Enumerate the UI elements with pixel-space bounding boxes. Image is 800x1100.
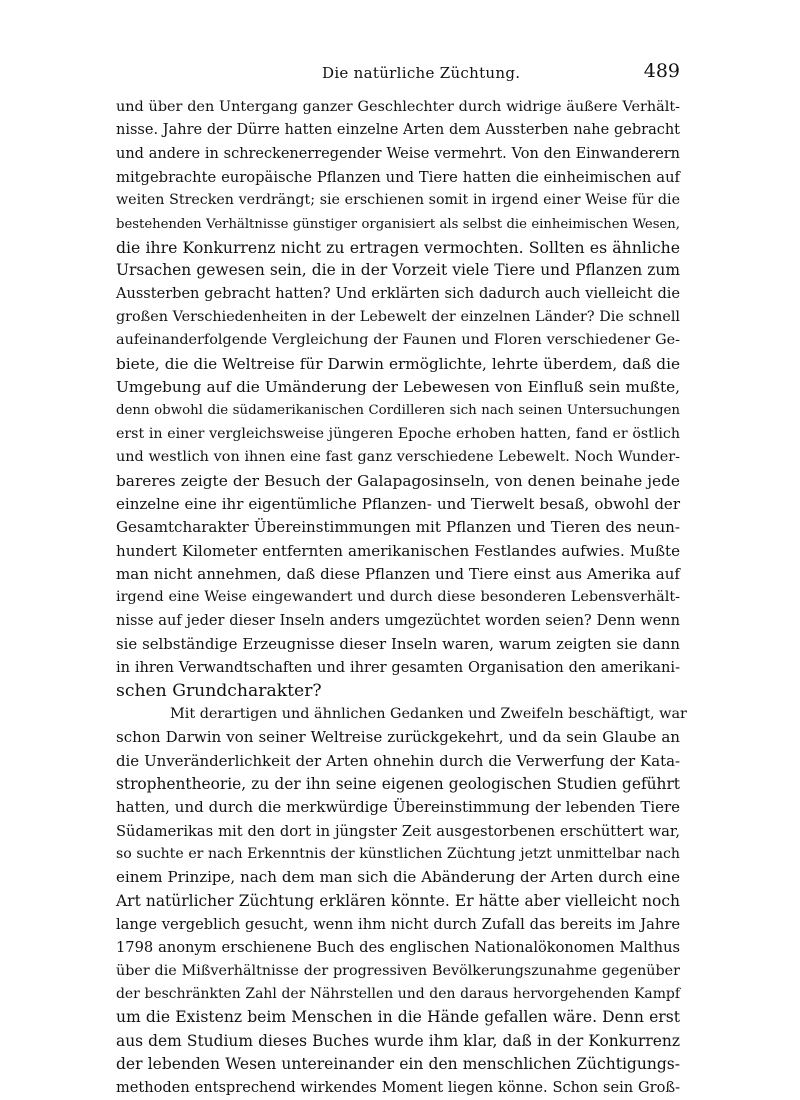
text-line: irgend eine Weise eingewandert und durch diese besonderen Lebensverhält-	[116, 589, 680, 606]
text-line: weiten Strecken verdrängt; sie erschienen somit in irgend einer Weise für die	[116, 192, 680, 209]
text-line: um die Existenz beim Menschen in die Hände gefallen wäre. Denn erst	[116, 1008, 680, 1027]
text-line: und über den Untergang ganzer Geschlechter durch widrige äußere Verhält-	[116, 99, 680, 115]
text-body	[116, 96, 687, 1100]
text-line: der beschränkten Zahl der Nährstellen und den daraus hervorgehenden Kampf	[116, 986, 680, 1003]
text-line: hatten, und durch die merkwürdige Übereinstimmung der lebenden Tiere	[116, 798, 680, 817]
text-line: die Unveränderlichkeit der Arten ohnehin durch die Verwerfung der Kata-	[116, 751, 680, 770]
text-line: schon Darwin von seiner Weltreise zurückgekehrt, und da sein Glaube an	[116, 728, 680, 747]
text-line: denn obwohl die südamerikanischen Cordilleren sich nach seinen Untersuchungen	[116, 403, 680, 419]
text-line: methoden entsprechend wirkendes Moment liegen könne. Schon sein Groß-	[116, 1079, 680, 1097]
text-line: großen Verschiedenheiten in der Lebewelt der einzelnen Länder? Die schnell	[116, 309, 680, 326]
paragraph-start-line: Mit derartigen und ähnlichen Gedanken und Zweifeln beschäftigt, war	[170, 705, 687, 722]
text-line: nisse auf jeder dieser Inseln anders umgezüchtet worden seien? Denn wenn	[116, 612, 680, 629]
text-line: aus dem Studium dieses Buches wurde ihm klar, daß in der Konkurrenz	[116, 1031, 680, 1050]
text-line: Ursachen gewesen sein, die in der Vorzeit viele Tiere und Pflanzen zum	[116, 261, 680, 280]
text-line: so suchte er nach Erkenntnis der künstlichen Züchtung jetzt unmittelbar nach	[116, 846, 680, 862]
text-line: strophentheorie, zu der ihn seine eigenen geologischen Studien geführt	[116, 774, 680, 793]
text-line: einzelne eine ihr eigentümliche Pflanzen- und Tierwelt besaß, obwohl der	[116, 494, 680, 513]
text-line: aufeinanderfolgende Vergleichung der Faunen und Floren verschiedener Ge-	[116, 332, 680, 349]
text-line: einem Prinzipe, nach dem man sich die Abänderung der Arten durch eine	[116, 868, 680, 887]
text-line: biete, die die Weltreise für Darwin ermöglichte, lehrte überdem, daß die	[116, 354, 680, 373]
running-header	[116, 60, 680, 90]
text-line: sie selbständige Erzeugnisse dieser Inseln waren, warum zeigten sie dann	[116, 634, 680, 653]
text-line: und westlich von ihnen eine fast ganz verschiedene Lebewelt. Noch Wunder-	[116, 449, 680, 466]
text-line: der lebenden Wesen untereinander ein den menschlichen Züchtigungs-	[116, 1055, 680, 1074]
text-line: 1798 anonym erschienene Buch des englischen Nationalökonomen Malthus	[116, 939, 680, 957]
text-line: erst in einer vergleichsweise jüngeren Epoche erhoben hatten, fand er östlich	[116, 425, 680, 442]
text-line: Art natürlicher Züchtung erklären könnte. Er hätte aber vielleicht noch	[116, 891, 680, 910]
text-line: und andere in schreckenerregender Weise vermehrt. Von den Einwanderern	[116, 145, 680, 162]
text-line: die ihre Konkurrenz nicht zu ertragen vermochten. Sollten es ähnliche	[116, 238, 680, 258]
text-line: man nicht annehmen, daß diese Pflanzen und Tiere einst aus Amerika auf	[116, 564, 680, 583]
text-line: Gesamtcharakter Übereinstimmungen mit Pflanzen und Tieren des neun-	[116, 518, 680, 537]
text-line: Südamerikas mit den dort in jüngster Zeit ausgestorbenen erschüttert war,	[116, 822, 680, 840]
paragraph-end-line: schen Grundcharakter?	[116, 680, 322, 701]
running-title: Die natürliche Züchtung.	[322, 64, 521, 82]
text-line: bestehenden Verhältnisse günstiger organisiert als selbst die einheimischen Wesen,	[116, 216, 680, 232]
text-line: über die Mißverhältnisse der progressiven Bevölkerungszunahme gegenüber	[116, 962, 680, 979]
page-number: 489	[643, 60, 680, 82]
text-line: lange vergeblich gesucht, wenn ihm nicht durch Zufall das bereits im Jahre	[116, 916, 680, 934]
text-line: bareres zeigte der Besuch der Galapagosinseln, von denen beinahe jede	[116, 471, 680, 490]
text-line: nisse. Jahre der Dürre hatten einzelne Arten dem Aussterben nahe gebracht	[116, 122, 680, 139]
text-line: hundert Kilometer entfernten amerikanischen Festlandes aufwies. Mußte	[116, 541, 680, 560]
text-line: in ihren Verwandtschaften und ihrer gesamten Organisation den amerikani-	[116, 659, 680, 677]
text-line: Aussterben gebracht hatten? Und erklärten sich dadurch auch vielleicht die	[116, 285, 680, 302]
text-line: Umgebung auf die Umänderung der Lebewesen von Einfluß sein mußte,	[116, 378, 680, 397]
text-line: mitgebrachte europäische Pflanzen und Tiere hatten die einheimischen auf	[116, 169, 680, 187]
